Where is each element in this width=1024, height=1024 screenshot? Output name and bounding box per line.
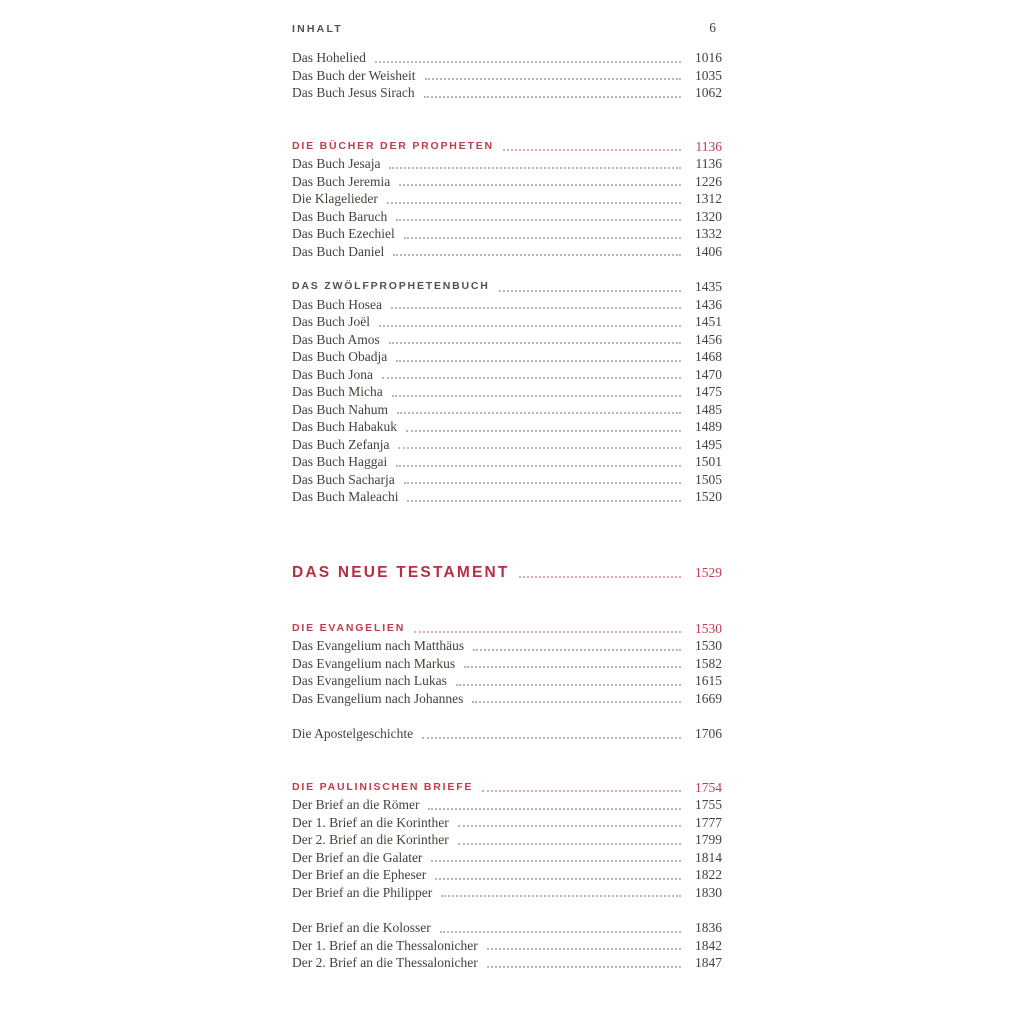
toc-section-header-label: DIE EVANGELIEN (292, 621, 406, 634)
toc-section-header (292, 620, 722, 638)
toc-entry (292, 84, 722, 102)
toc-section-header-label: DIE BÜCHER DER PROPHETEN (292, 139, 494, 152)
toc-entry-page-number: 1489 (695, 419, 722, 434)
toc-entry-page-number: 1485 (695, 401, 722, 417)
toc-entry-page-number: 1822 (695, 867, 722, 882)
dot-leader (391, 307, 681, 309)
toc-entry-label: Das Buch Hosea (292, 296, 382, 312)
toc-entry-label: Das Buch Jona (292, 366, 373, 382)
toc-block (292, 919, 722, 972)
toc-entry (292, 243, 722, 261)
toc-entry-page-number: 1706 (695, 726, 722, 741)
toc-entry-label: Das Evangelium nach Johannes (292, 690, 464, 706)
toc-section-header-page-number: 1530 (695, 620, 722, 636)
toc-entry-page-number: 1836 (695, 920, 722, 935)
toc-entry (292, 919, 722, 937)
dot-leader (407, 500, 681, 502)
dot-leader (487, 948, 681, 950)
dot-leader (425, 78, 681, 80)
toc-block (292, 138, 722, 261)
toc-block (292, 562, 722, 584)
toc-entry-page-number: 1451 (695, 314, 722, 329)
toc-section-header-label: DIE PAULINISCHEN BRIEFE (292, 780, 474, 793)
toc-entry-page-number: 1847 (695, 955, 722, 970)
dot-leader (424, 96, 681, 98)
toc-entry-label: Das Hohelied (292, 50, 366, 65)
dot-leader (422, 737, 681, 739)
toc-section-header-page-number: 1754 (695, 779, 722, 795)
toc-entry (292, 866, 722, 884)
toc-entry-label: Der Brief an die Philipper (292, 884, 433, 900)
dot-leader (398, 447, 681, 449)
toc-entry-page-number: 1332 (695, 226, 722, 241)
toc-entry-page-number: 1814 (695, 849, 722, 865)
toc-entry-label: Das Buch Maleachi (292, 489, 399, 504)
toc-entry-page-number: 1530 (695, 638, 722, 653)
toc-entry (292, 155, 722, 173)
toc-entry-page-number: 1016 (695, 50, 722, 65)
toc-section-header-page-number: 1435 (695, 279, 722, 294)
dot-leader (389, 342, 681, 344)
toc-section-header (292, 278, 722, 296)
toc-entry-label: Das Buch Amos (292, 331, 380, 347)
toc-entry-page-number: 1505 (695, 471, 722, 487)
dot-leader (404, 482, 681, 484)
dot-leader (519, 576, 681, 578)
dot-leader (406, 430, 681, 432)
toc-entry (292, 655, 722, 673)
dot-leader (379, 325, 681, 327)
dot-leader (456, 684, 681, 686)
toc-entry-page-number: 1755 (695, 797, 722, 812)
dot-leader (397, 412, 681, 414)
toc-entry-page-number: 1799 (695, 832, 722, 847)
toc-entry (292, 173, 722, 191)
toc-entry-page-number: 1475 (695, 384, 722, 399)
dot-leader (375, 61, 681, 63)
dot-leader (396, 219, 681, 221)
dot-leader (440, 931, 681, 933)
dot-leader (396, 360, 681, 362)
toc-entry-label: Der 1. Brief an die Thessalonicher (292, 937, 478, 953)
toc-entry (292, 814, 722, 832)
toc-block (292, 779, 722, 902)
dot-leader (414, 631, 681, 633)
toc-entry (292, 831, 722, 849)
toc-entry-label: Das Buch Haggai (292, 454, 388, 469)
toc-entry (292, 49, 722, 67)
dot-leader (464, 666, 681, 668)
dot-leader (458, 825, 681, 827)
toc-entry-label: Das Buch Ezechiel (292, 226, 395, 241)
toc-entry-label: Das Evangelium nach Lukas (292, 673, 447, 688)
toc-entry (292, 796, 722, 814)
dot-leader (499, 290, 681, 292)
toc-entry-page-number: 1520 (695, 489, 722, 504)
dot-leader (392, 395, 681, 397)
toc-entry-page-number: 1495 (695, 436, 722, 452)
toc-entry-label: Die Klagelieder (292, 191, 378, 206)
toc-entry (292, 225, 722, 243)
toc-block (292, 49, 722, 102)
toc-entry-label: Das Buch Daniel (292, 243, 385, 259)
toc-block (292, 278, 722, 506)
toc-entry-page-number: 1470 (695, 366, 722, 382)
toc-entry (292, 331, 722, 349)
toc-entry-label: Die Apostelgeschichte (292, 726, 414, 741)
toc-entry-page-number: 1777 (695, 814, 722, 830)
dot-leader (503, 149, 681, 151)
page-number: 6 (709, 20, 716, 35)
toc-entry-label: Das Evangelium nach Markus (292, 655, 456, 671)
toc-entry-label: Das Buch Baruch (292, 208, 388, 224)
toc-entry (292, 488, 722, 506)
toc-entry-page-number: 1226 (695, 173, 722, 189)
toc-entry-label: Der 2. Brief an die Thessalonicher (292, 955, 478, 970)
dot-leader (399, 184, 681, 186)
toc-entry (292, 208, 722, 226)
dot-leader (435, 878, 681, 880)
toc-entry (292, 366, 722, 384)
toc-entry-label: Das Buch Jesus Sirach (292, 85, 415, 100)
toc-entry-label: Das Buch Nahum (292, 401, 388, 417)
dot-leader (473, 649, 681, 651)
toc-entry-page-number: 1501 (695, 454, 722, 469)
toc-entry (292, 348, 722, 366)
dot-leader (431, 860, 681, 862)
toc-entry (292, 471, 722, 489)
toc-entry (292, 690, 722, 708)
toc-entry (292, 453, 722, 471)
dot-leader (487, 966, 681, 968)
toc-section-header-label: DAS ZWÖLFPROPHETENBUCH (292, 280, 490, 292)
toc-entry (292, 954, 722, 972)
toc-entry-page-number: 1582 (695, 655, 722, 671)
toc-entry-label: Der Brief an die Kolosser (292, 920, 431, 935)
toc-entry (292, 849, 722, 867)
toc-blocks (292, 49, 722, 972)
toc-entry (292, 383, 722, 401)
dot-leader (387, 202, 681, 204)
dot-leader (441, 895, 681, 897)
toc-entry-page-number: 1456 (695, 331, 722, 347)
toc-entry (292, 418, 722, 436)
toc-entry-page-number: 1320 (695, 208, 722, 224)
toc-entry-page-number: 1842 (695, 937, 722, 953)
dot-leader (389, 167, 681, 169)
toc-entry (292, 313, 722, 331)
toc-entry-label: Der Brief an die Epheser (292, 867, 427, 882)
toc-entry-page-number: 1436 (695, 296, 722, 312)
testament-title (292, 562, 722, 584)
toc-entry-label: Der 1. Brief an die Korinther (292, 814, 449, 830)
dot-leader (404, 237, 681, 239)
toc-entry-label: Das Buch Jeremia (292, 173, 391, 189)
toc-entry-page-number: 1468 (695, 349, 722, 364)
toc-block (292, 725, 722, 743)
dot-leader (428, 808, 681, 810)
toc-entry-page-number: 1035 (695, 67, 722, 83)
toc-entry (292, 296, 722, 314)
dot-leader (458, 843, 681, 845)
dot-leader (472, 701, 681, 703)
toc-entry-label: Der 2. Brief an die Korinther (292, 832, 449, 847)
toc-entry (292, 672, 722, 690)
toc-entry (292, 401, 722, 419)
toc-entry (292, 436, 722, 454)
dot-leader (382, 377, 681, 379)
toc-entry-page-number: 1062 (695, 85, 722, 100)
toc-entry (292, 725, 722, 743)
toc-entry-label: Das Buch Jesaja (292, 156, 381, 171)
toc-entry-page-number: 1830 (695, 884, 722, 900)
toc-entry (292, 937, 722, 955)
toc-entry-page-number: 1669 (695, 690, 722, 706)
toc-entry-page-number: 1615 (695, 673, 722, 688)
toc-block (292, 620, 722, 708)
toc-entry-label: Das Buch Micha (292, 384, 383, 399)
toc-entry-label: Das Evangelium nach Matthäus (292, 638, 465, 653)
toc-entry-label: Das Buch Sacharja (292, 471, 395, 487)
dot-leader (396, 465, 681, 467)
toc-entry-page-number: 1136 (695, 156, 722, 171)
toc-section-header-page-number: 1136 (695, 138, 722, 154)
toc-entry-label: Der Brief an die Galater (292, 849, 423, 865)
toc-entry (292, 190, 722, 208)
toc-entry-label: Das Buch Habakuk (292, 419, 397, 434)
page-header (292, 20, 722, 36)
toc-entry (292, 637, 722, 655)
toc-entry-label: Das Buch der Weisheit (292, 67, 416, 83)
testament-title-page-number: 1529 (695, 564, 722, 580)
toc-section-header (292, 138, 722, 156)
toc-entry (292, 884, 722, 902)
toc-column (292, 20, 722, 972)
toc-entry-page-number: 1312 (695, 191, 722, 206)
toc-entry-label: Der Brief an die Römer (292, 797, 420, 812)
toc-entry-page-number: 1406 (695, 243, 722, 259)
toc-section-header (292, 779, 722, 797)
testament-title-label: DAS NEUE TESTAMENT (292, 563, 510, 581)
dot-leader (393, 254, 681, 256)
running-title: INHALT (292, 23, 343, 35)
toc-entry-label: Das Buch Obadja (292, 349, 388, 364)
toc-entry (292, 67, 722, 85)
toc-entry-label: Das Buch Zefanja (292, 436, 390, 452)
toc-entry-label: Das Buch Joël (292, 314, 370, 329)
dot-leader (482, 790, 681, 792)
